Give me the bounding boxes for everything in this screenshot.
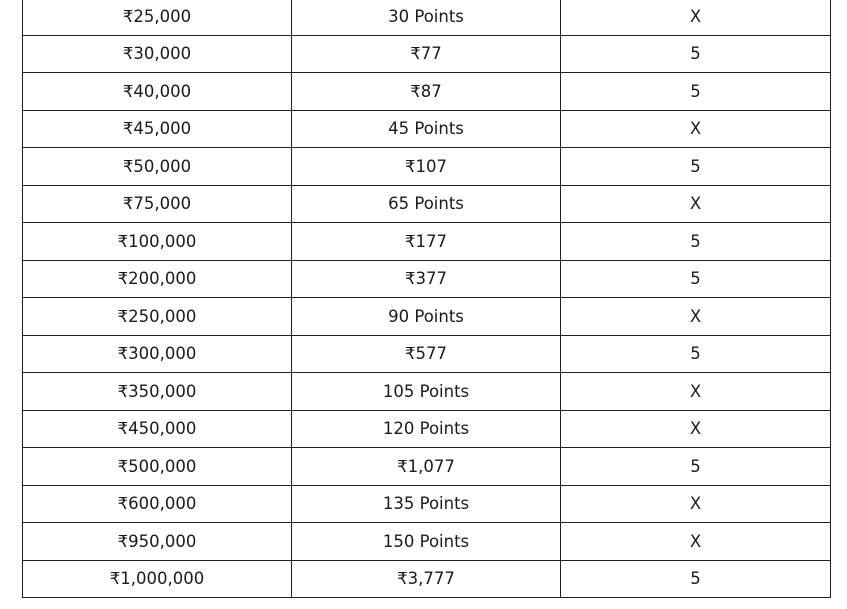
reward-cell: 65 Points: [292, 185, 561, 223]
amount-cell: ₹40,000: [23, 73, 292, 111]
amount-cell: ₹45,000: [23, 110, 292, 148]
reward-cell: ₹177: [292, 223, 561, 261]
amount-cell: ₹25,000: [23, 0, 292, 35]
table-row: [23, 260, 831, 298]
reward-cell: 120 Points: [292, 410, 561, 448]
reward-cell: 90 Points: [292, 298, 561, 336]
value-cell: X: [561, 110, 831, 148]
table-row: [23, 73, 831, 111]
amount-cell: ₹1,000,000: [23, 560, 292, 598]
amount-cell: ₹100,000: [23, 223, 292, 261]
value-cell: X: [561, 523, 831, 561]
table-row: [23, 223, 831, 261]
reward-cell: ₹107: [292, 148, 561, 186]
value-cell: 5: [561, 335, 831, 373]
value-cell: 5: [561, 73, 831, 111]
amount-cell: ₹450,000: [23, 410, 292, 448]
rewards-table: [22, 0, 831, 598]
table-row: [23, 335, 831, 373]
value-cell: 5: [561, 35, 831, 73]
reward-cell: ₹377: [292, 260, 561, 298]
amount-cell: ₹75,000: [23, 185, 292, 223]
reward-cell: 45 Points: [292, 110, 561, 148]
reward-cell: 30 Points: [292, 0, 561, 35]
table-row: [23, 523, 831, 561]
value-cell: X: [561, 485, 831, 523]
table-row: [23, 373, 831, 411]
value-cell: X: [561, 298, 831, 336]
reward-cell: 150 Points: [292, 523, 561, 561]
amount-cell: ₹500,000: [23, 448, 292, 486]
reward-cell: ₹3,777: [292, 560, 561, 598]
amount-cell: ₹600,000: [23, 485, 292, 523]
amount-cell: ₹350,000: [23, 373, 292, 411]
reward-cell: ₹577: [292, 335, 561, 373]
reward-cell: ₹77: [292, 35, 561, 73]
amount-cell: ₹300,000: [23, 335, 292, 373]
table-row: [23, 110, 831, 148]
value-cell: 5: [561, 148, 831, 186]
table-row: [23, 485, 831, 523]
amount-cell: ₹950,000: [23, 523, 292, 561]
table-row: [23, 185, 831, 223]
value-cell: 5: [561, 560, 831, 598]
table-container: [22, 0, 830, 598]
value-cell: 5: [561, 260, 831, 298]
value-cell: X: [561, 373, 831, 411]
value-cell: X: [561, 185, 831, 223]
table-row: [23, 0, 831, 35]
value-cell: 5: [561, 448, 831, 486]
reward-cell: ₹87: [292, 73, 561, 111]
table-row: [23, 35, 831, 73]
amount-cell: ₹30,000: [23, 35, 292, 73]
table-row: [23, 148, 831, 186]
reward-cell: 105 Points: [292, 373, 561, 411]
reward-cell: ₹1,077: [292, 448, 561, 486]
amount-cell: ₹50,000: [23, 148, 292, 186]
table-row: [23, 410, 831, 448]
value-cell: 5: [561, 223, 831, 261]
reward-cell: 135 Points: [292, 485, 561, 523]
table-row: [23, 560, 831, 598]
amount-cell: ₹250,000: [23, 298, 292, 336]
table-row: [23, 448, 831, 486]
value-cell: X: [561, 410, 831, 448]
value-cell: X: [561, 0, 831, 35]
table-body: [23, 0, 831, 598]
table-row: [23, 298, 831, 336]
amount-cell: ₹200,000: [23, 260, 292, 298]
